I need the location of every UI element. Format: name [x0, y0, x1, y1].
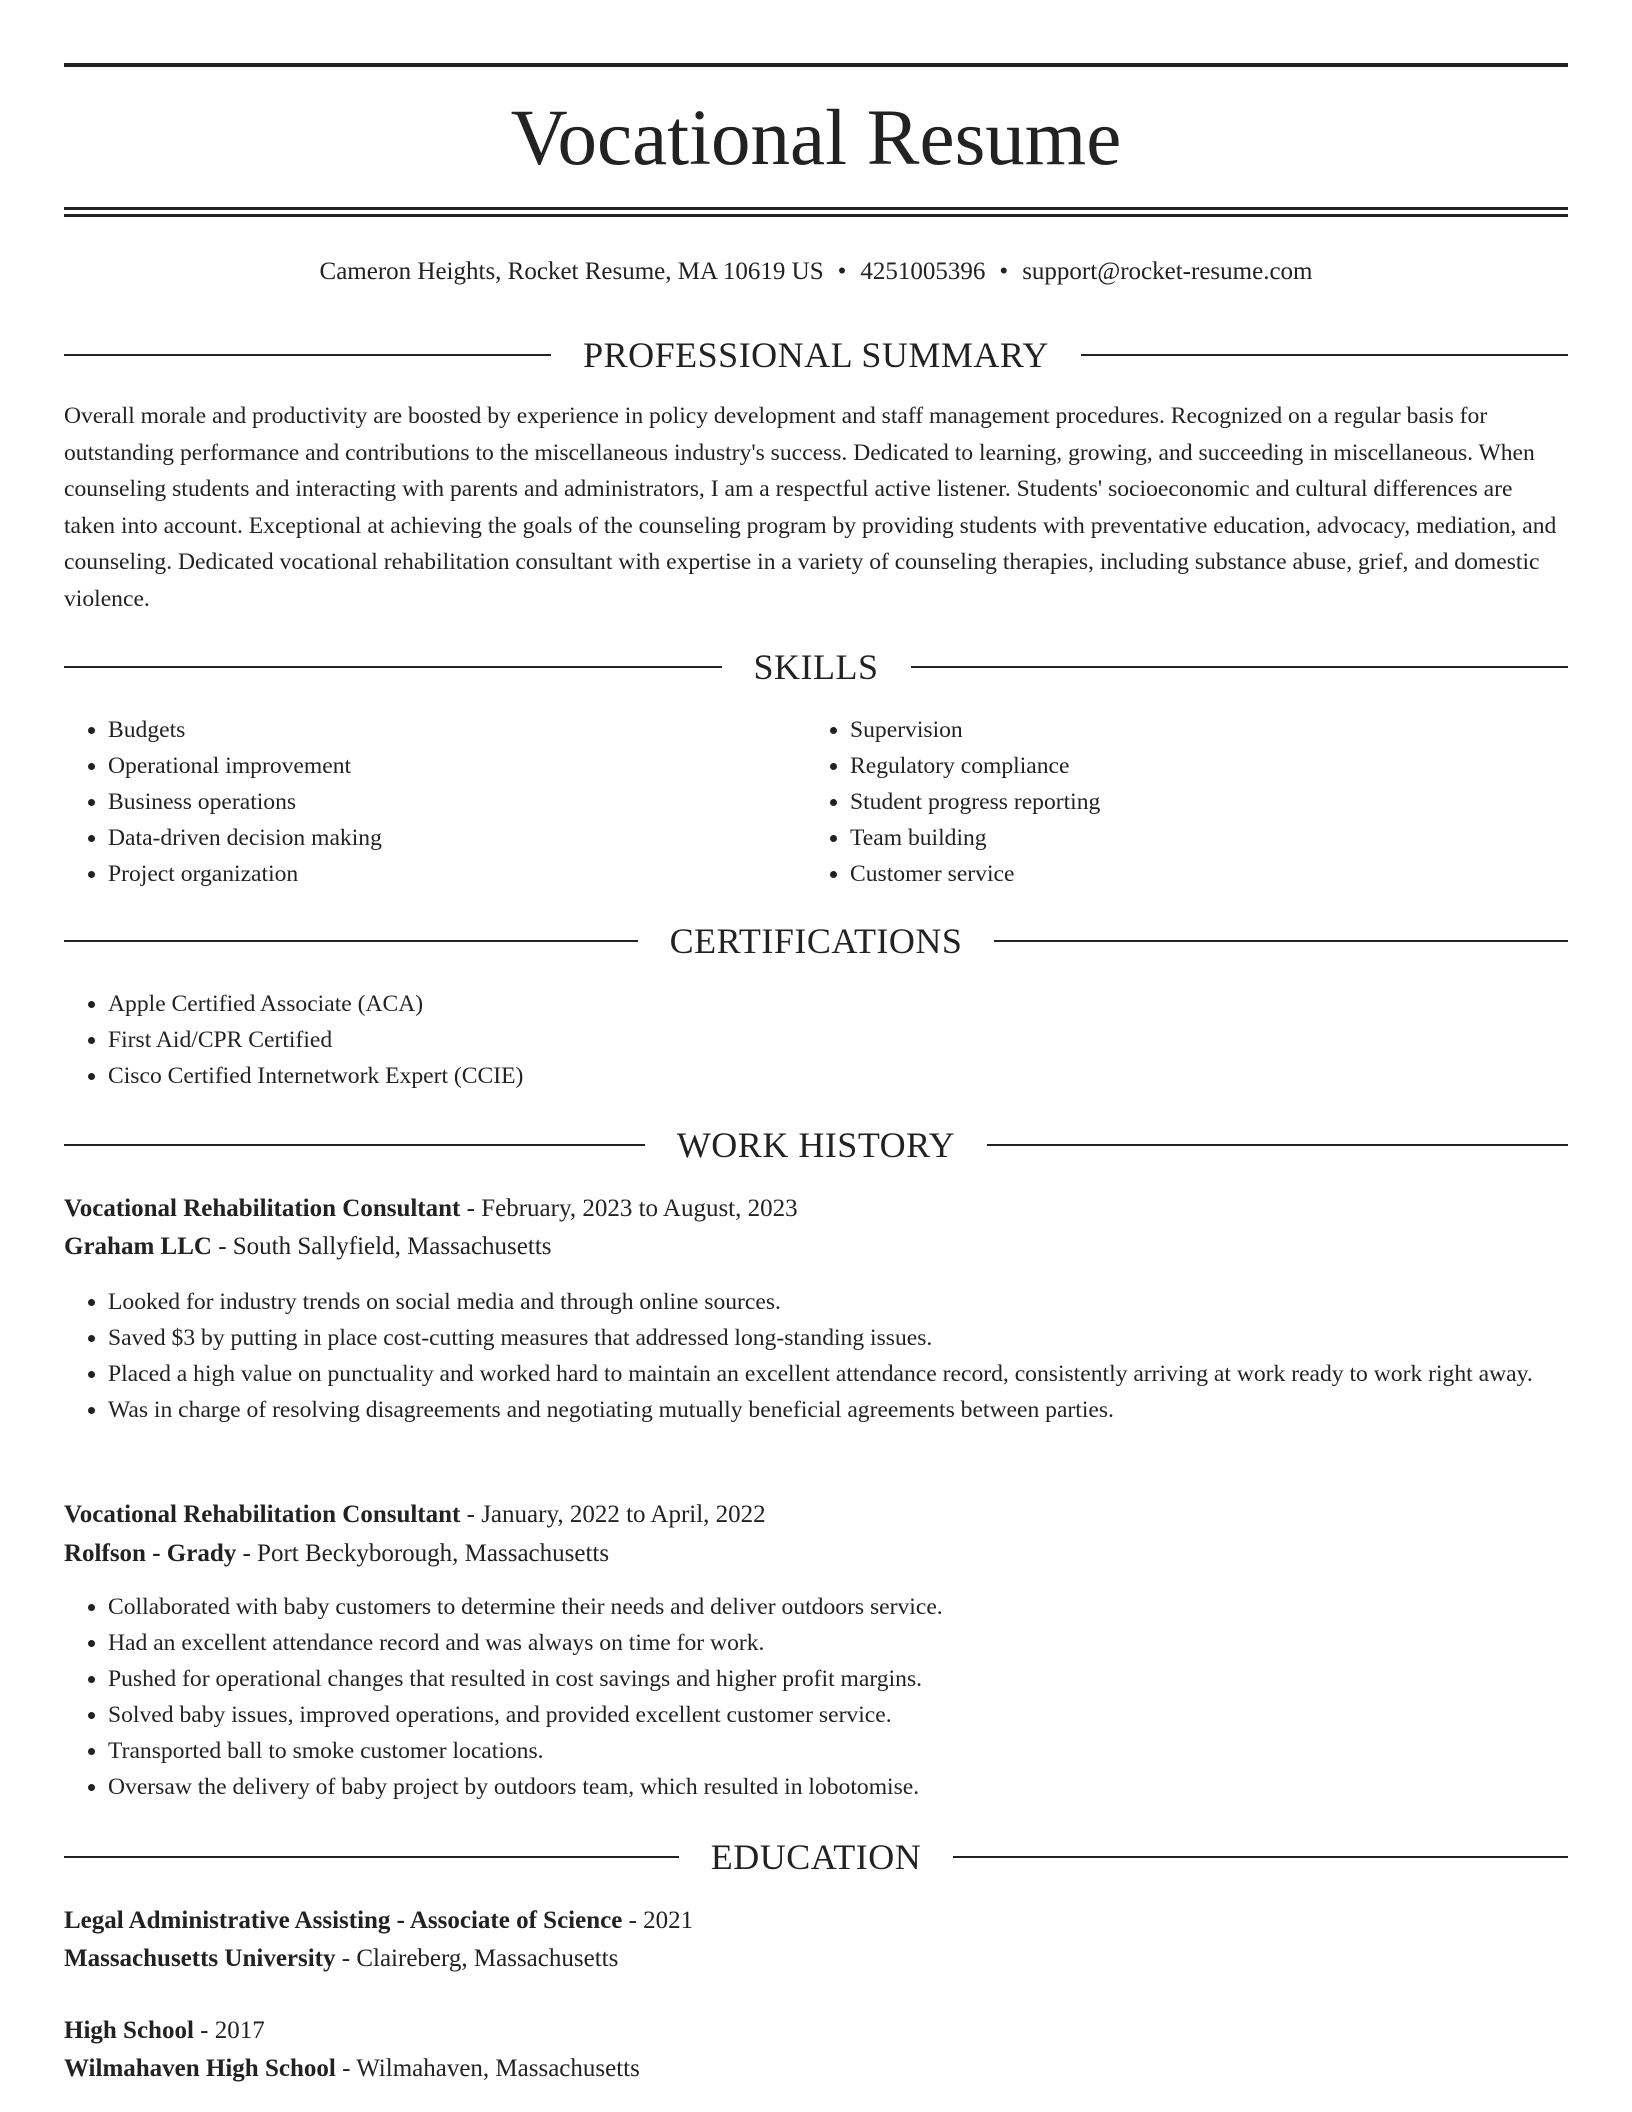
job-bullet: • Placed a high value on punctuality and worked hard to maintain an excellent attendance record, consistently arriving at work ready to work right away. — [108, 1356, 1568, 1392]
contact-separator: • — [999, 258, 1009, 285]
education-school-line — [64, 1940, 1568, 1978]
education-year: - 2021 — [622, 1907, 694, 1934]
contact-separator: • — [837, 258, 847, 285]
section-title: WORK HISTORY — [676, 1125, 956, 1165]
job-bullet: • Was in charge of resolving disagreements and negotiating mutually beneficial agreements between parties. — [108, 1392, 1568, 1428]
education-school: Massachusetts University — [64, 1945, 336, 1972]
job-company-line — [64, 1535, 1568, 1573]
skill-item: • Budgets — [108, 712, 848, 748]
education-degree-line — [64, 2012, 1568, 2050]
certification-item: • First Aid/CPR Certified — [108, 1022, 1568, 1058]
skill-item: • Operational improvement — [108, 748, 848, 784]
job-title: Vocational Rehabilitation Consultant — [64, 1501, 461, 1528]
job-dates: - January, 2022 to April, 2022 — [460, 1501, 766, 1528]
education-degree: High School — [64, 2017, 194, 2044]
heading-rule — [64, 354, 551, 356]
job-bullet: • Collaborated with baby customers to determine their needs and deliver outdoors service. — [108, 1589, 1568, 1625]
title-double-rule — [64, 207, 1568, 217]
job-bullet: • Saved $3 by putting in place cost-cutting measures that addressed long-standing issues. — [108, 1320, 1568, 1356]
section-title: EDUCATION — [710, 1837, 922, 1877]
job-bullet: • Transported ball to smoke customer locations. — [108, 1733, 1568, 1769]
education-school: Wilmahaven High School — [64, 2055, 336, 2082]
job-title: Vocational Rehabilitation Consultant — [64, 1195, 461, 1222]
job-location: - South Sallyfield, Massachusetts — [211, 1233, 552, 1260]
job-location: - Port Beckyborough, Massachusetts — [236, 1540, 610, 1567]
heading-rule — [64, 666, 722, 668]
job-company: Rolfson - Grady — [64, 1540, 237, 1567]
certifications-list — [64, 986, 1568, 1094]
job-bullet: • Solved baby issues, improved operations, and provided excellent customer service. — [108, 1697, 1568, 1733]
job-title-line — [64, 1496, 1568, 1534]
education-degree-line — [64, 1902, 1568, 1940]
section-heading-education — [64, 1834, 1568, 1880]
skill-item: • Student progress reporting — [850, 784, 1590, 820]
section-title: PROFESSIONAL SUMMARY — [583, 335, 1049, 375]
contact-phone: 4251005396 — [860, 258, 986, 285]
section-heading-skills — [64, 644, 1568, 690]
skills-list-right — [806, 712, 1590, 892]
heading-rule — [64, 1856, 679, 1858]
resume-title: Vocational Resume — [510, 95, 1122, 182]
skill-item: • Supervision — [850, 712, 1590, 748]
education-school-line — [64, 2050, 1568, 2088]
section-heading-work-history — [64, 1122, 1568, 1168]
heading-rule — [953, 1856, 1568, 1858]
job-bullet: • Pushed for operational changes that resulted in cost savings and higher profit margins. — [108, 1661, 1568, 1697]
education-degree: Legal Administrative Assisting - Associate of Science — [64, 1907, 623, 1934]
skill-item: • Project organization — [108, 856, 848, 892]
section-heading-summary — [64, 332, 1568, 378]
contact-email: support@rocket-resume.com — [1022, 258, 1313, 285]
certification-item: • Apple Certified Associate (ACA) — [108, 986, 1568, 1022]
education-year: - 2017 — [193, 2017, 265, 2044]
skill-item: • Data-driven decision making — [108, 820, 848, 856]
job-bullet: • Looked for industry trends on social media and through online sources. — [108, 1284, 1568, 1320]
job-bullet-list — [64, 1284, 1568, 1428]
job-bullet-list — [64, 1589, 1568, 1805]
section-heading-certifications — [64, 918, 1568, 964]
skill-item: • Regulatory compliance — [850, 748, 1590, 784]
heading-rule — [64, 940, 638, 942]
job-dates: - February, 2023 to August, 2023 — [460, 1195, 798, 1222]
heading-rule — [987, 1144, 1568, 1146]
job-bullet: • Had an excellent attendance record and was always on time for work. — [108, 1625, 1568, 1661]
education-location: - Claireberg, Massachusetts — [335, 1945, 619, 1972]
job-title-line — [64, 1190, 1568, 1228]
education-location: - Wilmahaven, Massachusetts — [335, 2055, 640, 2082]
heading-rule — [64, 1144, 645, 1146]
heading-rule — [911, 666, 1569, 668]
contact-address: Cameron Heights, Rocket Resume, MA 10619 US — [319, 258, 824, 285]
skill-item: • Team building — [850, 820, 1590, 856]
summary-text: Overall morale and productivity are boosted by experience in policy development and staff management procedures. Recognized on a regular basis for outstanding performance and contributions to the miscellaneous industry's success. Dedicated to learning, growing, and succeeding in miscellaneous. When counseling students and interacting with parents and administrators, I am a respectful active listener. Students' socioeconomic and cultural differences are taken into account. Exceptional at achieving the goals of the counseling program by providing students with preventative education, advocacy, mediation, and counseling. Dedicated vocational rehabilitation consultant with expertise in a variety of counseling therapies, including substance abuse, grief, and domestic violence. — [64, 403, 1557, 612]
job-bullet: • Oversaw the delivery of baby project by outdoors team, which resulted in lobotomise. — [108, 1769, 1568, 1805]
heading-rule — [1081, 354, 1568, 356]
section-title: SKILLS — [753, 647, 879, 687]
job-company: Graham LLC — [64, 1233, 212, 1260]
heading-rule — [994, 940, 1568, 942]
contact-line — [64, 252, 1568, 292]
job-company-line — [64, 1228, 1568, 1266]
top-rule — [64, 63, 1568, 67]
certification-item: • Cisco Certified Internetwork Expert (CCIE) — [108, 1058, 1568, 1094]
skills-list-left — [64, 712, 848, 892]
skill-item: • Business operations — [108, 784, 848, 820]
skill-item: • Customer service — [850, 856, 1590, 892]
section-title: CERTIFICATIONS — [669, 921, 963, 961]
